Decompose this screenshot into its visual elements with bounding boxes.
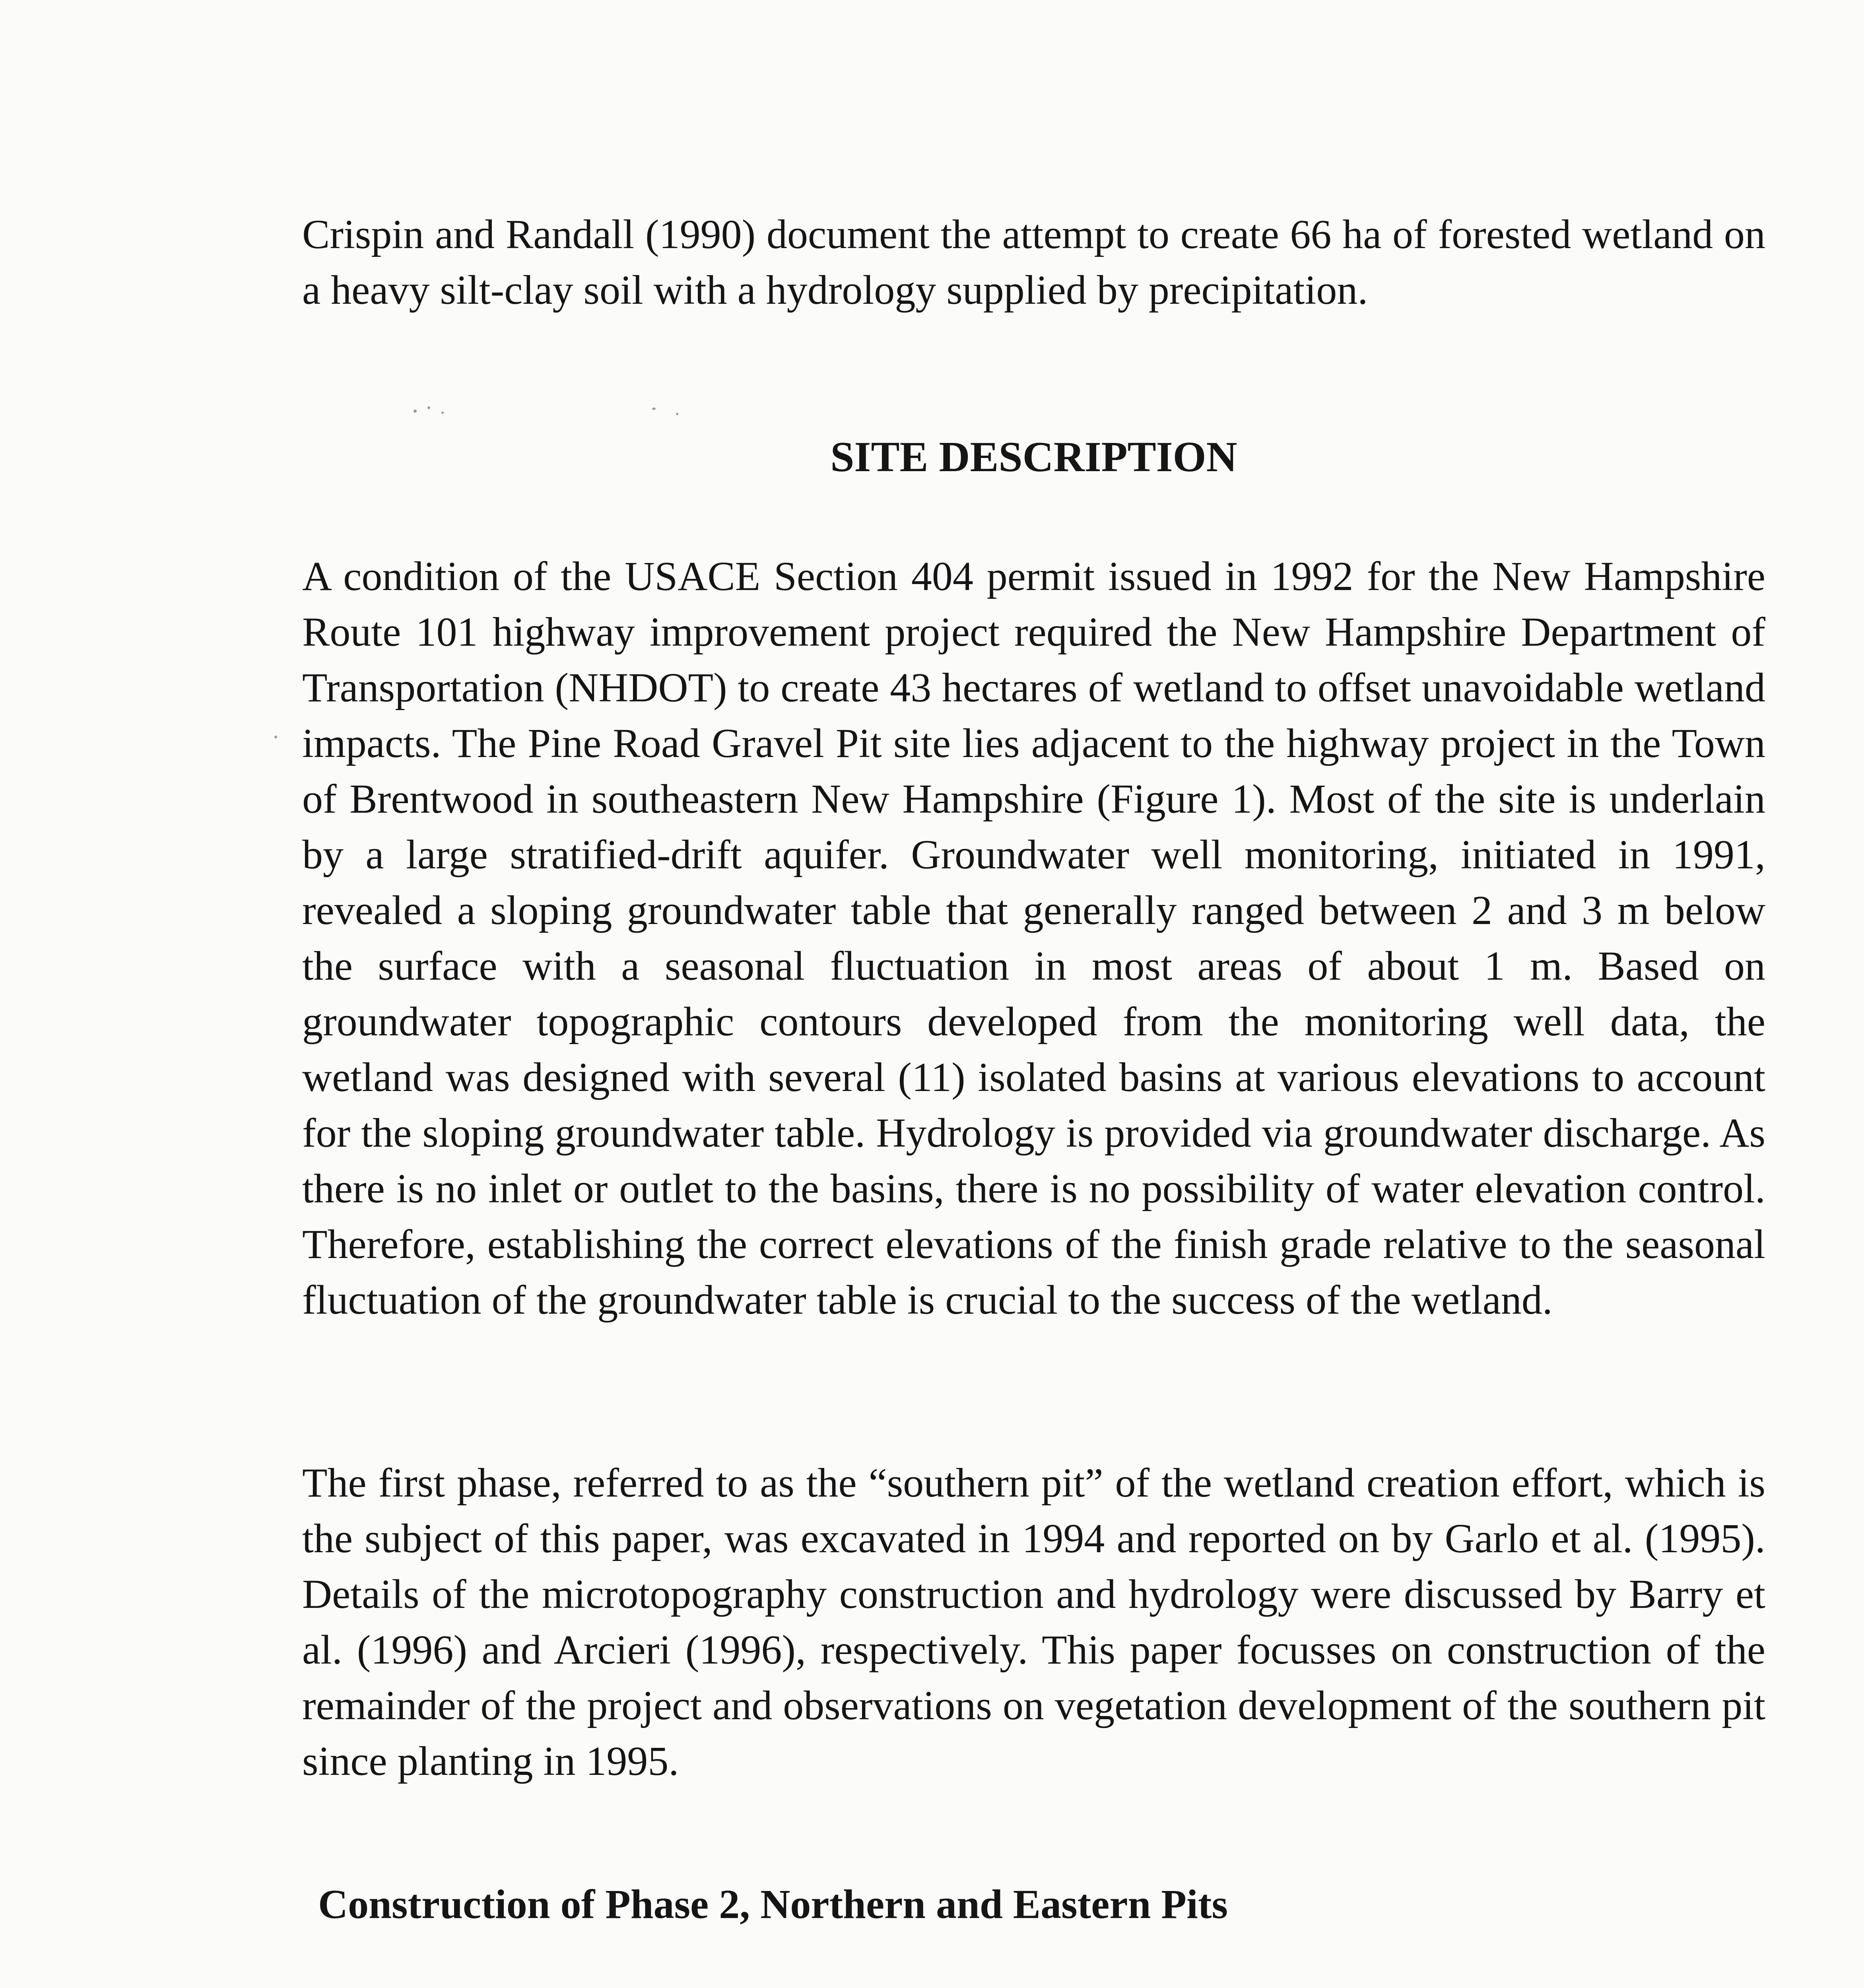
- site-description-paragraph: A condition of the USACE Section 404 permit issued in 1992 for the New Hampshire Route 101 highway improvement project required the New Hampshire Department of Transportation (NHDOT) to create 43 hectares of wetland to offset unavoidable wetland impacts. The Pine Road Gravel Pit site lies adjacent to the highway project in the Town of Brentwood in southeastern New Hampshire (Figure 1). Most of the site is underlain by a large stratified-drift aquifer. Groundwater well monitoring, initiated in 1991, revealed a sloping groundwater table that generally ranged between 2 and 3 m below the surface with a seasonal fluctuation in most areas of about 1 m. Based on groundwater topographic contours developed from the monitoring well data, the wetland was designed with several (11) isolated basins at various elevations to account for the sloping groundwater table. Hydrology is provided via groundwater discharge. As there is no inlet or outlet to the basins, there is no possibility of water elevation control. Therefore, establishing the correct elevations of the finish grade relative to the seasonal fluctuation of the groundwater table is crucial to the success of the wetland.: [302, 553, 1765, 1323]
- scan-speck: [652, 408, 656, 410]
- intro-paragraph: Crispin and Randall (1990) document the attempt to create 66 ha of forested wetland on a heavy silt-clay soil with a hydrology supplied by precipitation.: [302, 212, 1765, 313]
- scan-speck: [414, 410, 417, 413]
- scan-speck: [427, 406, 430, 409]
- construction-phase2-heading: Construction of Phase 2, Northern and Eastern Pits: [318, 1881, 1228, 1927]
- scan-speck: [676, 413, 678, 415]
- first-phase-paragraph: The first phase, referred to as the “southern pit” of the wetland creation effort, which is the subject of this paper, was excavated in 1994 and reported on by Garlo et al. (1995). Details of the microtopography construction and hydrology were discussed by Barry et al. (1996) and Arcieri (1996), respectively. This paper focusses on construction of the remainder of the project and observations on vegetation development of the southern pit since planting in 1995.: [302, 1460, 1765, 1784]
- scan-speck: [441, 412, 444, 414]
- scan-speck: [274, 736, 277, 738]
- site-description-heading: SITE DESCRIPTION: [830, 433, 1237, 481]
